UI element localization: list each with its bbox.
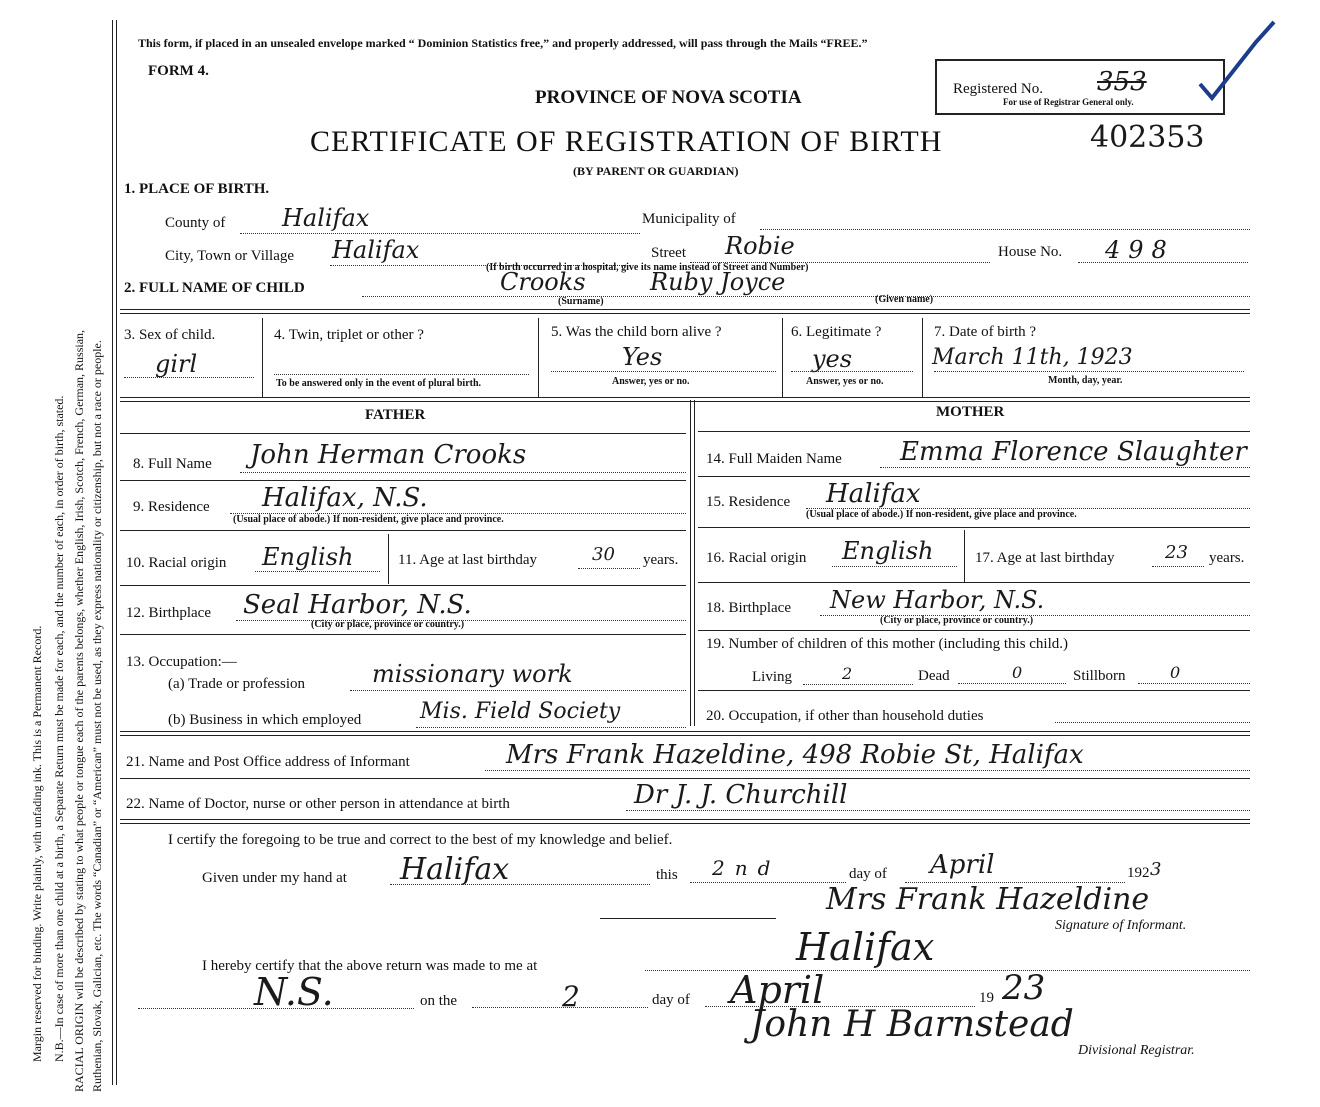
left-border xyxy=(112,20,113,1085)
mother-age-value: 23 xyxy=(1165,542,1188,563)
father-name-value: John Herman Crooks xyxy=(250,440,527,470)
mother-years-label: years. xyxy=(1209,550,1245,566)
mother-residence-value: Halifax xyxy=(826,479,921,509)
mother-name-label: 14. Full Maiden Name xyxy=(706,451,842,467)
mother-age-label: 17. Age at last birthday xyxy=(975,550,1115,566)
mother-residence-note: (Usual place of abode.) If non-resident, give place and province. xyxy=(806,509,1077,520)
certify-statement: I certify the foregoing to be true and correct to the best of my knowledge and belief. xyxy=(168,832,673,848)
child-surname: Crooks xyxy=(500,268,586,296)
legitimate-value: yes xyxy=(812,345,853,373)
father-racial-label: 10. Racial origin xyxy=(126,555,227,571)
county-label: County of xyxy=(165,215,226,231)
street-value: Robie xyxy=(725,232,795,260)
checkmark-icon xyxy=(1196,20,1280,102)
stillborn-label: Stillborn xyxy=(1073,668,1126,684)
dob-label: 7. Date of birth ? xyxy=(934,324,1037,340)
given-day-of-label: day of xyxy=(849,866,887,882)
father-occupation-label: 13. Occupation:— xyxy=(126,654,237,670)
registered-number: 353 xyxy=(1097,67,1147,97)
given-year-prefix: 192 xyxy=(1127,865,1150,881)
margin-note-racial-origin: RACIAL ORIGIN will be described by stating to what people or tongue each of the parents belongs, whether English, Irish, Scotch, French, German, Russian, xyxy=(72,329,86,1092)
registration-day-of-label: day of xyxy=(652,992,690,1008)
mother-birthplace-value: New Harbor, N.S. xyxy=(830,586,1045,614)
doctor-value: Dr J. J. Churchill xyxy=(634,780,848,810)
legitimate-answer-note: Answer, yes or no. xyxy=(806,376,884,387)
on-the-label: on the xyxy=(420,993,458,1009)
registrar-signature: John H Barnstead xyxy=(750,1004,1074,1045)
alive-label: 5. Was the child born alive ? xyxy=(551,324,722,340)
margin-note-racial-origin-cont: Ruthenian, Slovak, Galician, etc. The words “Canadian” or “American” must not be used, as they express nationality or citizenship, but not a race or people. xyxy=(90,340,104,1092)
father-heading: FATHER xyxy=(365,407,426,423)
mother-birthplace-label: 18. Birthplace xyxy=(706,600,791,616)
dead-value: 0 xyxy=(1012,663,1023,682)
registered-note: For use of Registrar General only. xyxy=(1003,97,1134,107)
hospital-note: (If birth occurred in a hospital, give its name instead of Street and Number) xyxy=(486,262,809,273)
living-label: Living xyxy=(752,669,792,685)
alive-value: Yes xyxy=(622,343,663,371)
this-label: this xyxy=(656,867,678,883)
registration-day-value: 2 xyxy=(562,980,580,1013)
surname-note: (Surname) xyxy=(558,296,604,307)
informant-label: 21. Name and Post Office address of Informant xyxy=(126,754,410,770)
father-age-label: 11. Age at last birthday xyxy=(398,552,537,568)
alive-answer-note: Answer, yes or no. xyxy=(612,376,690,387)
registrar-caption: Divisional Registrar. xyxy=(1078,1043,1195,1058)
twin-note: To be answered only in the event of plural birth. xyxy=(276,378,482,389)
living-value: 2 xyxy=(842,664,853,683)
registered-label: Registered No. xyxy=(953,81,1043,97)
given-under-label: Given under my hand at xyxy=(202,870,347,886)
certificate-title: CERTIFICATE OF REGISTRATION OF BIRTH xyxy=(310,125,943,158)
stillborn-value: 0 xyxy=(1170,663,1181,682)
informant-value: Mrs Frank Hazeldine, 498 Robie St, Halifax xyxy=(506,740,1084,770)
county-value: Halifax xyxy=(282,204,370,232)
house-number-value: 498 xyxy=(1105,236,1175,264)
registered-box xyxy=(935,59,1225,115)
form-number: FORM 4. xyxy=(148,63,209,79)
mother-name-value: Emma Florence Slaughter xyxy=(900,437,1247,467)
informant-signature: Mrs Frank Hazeldine xyxy=(826,882,1150,917)
informant-signature-caption: Signature of Informant. xyxy=(1055,918,1187,933)
certificate-number: 402353 xyxy=(1090,120,1205,155)
doctor-label: 22. Name of Doctor, nurse or other person in attendance at birth xyxy=(126,796,510,812)
father-business-label: (b) Business in which employed xyxy=(168,712,362,728)
father-residence-value: Halifax, N.S. xyxy=(262,483,428,513)
registration-month-value: April xyxy=(730,968,825,1012)
father-residence-label: 9. Residence xyxy=(133,499,210,515)
registration-province-value: N.S. xyxy=(254,970,334,1014)
child-name-label: 2. FULL NAME OF CHILD xyxy=(124,280,305,296)
province-heading: PROVINCE OF NOVA SCOTIA xyxy=(535,87,802,108)
registration-year-suffix: 23 xyxy=(1002,968,1046,1008)
father-trade-label: (a) Trade or profession xyxy=(168,676,306,692)
father-trade-value: missionary work xyxy=(372,660,573,688)
dob-value: March 11th, 1923 xyxy=(932,345,1133,370)
municipality-label: Municipality of xyxy=(642,211,736,227)
mother-residence-label: 15. Residence xyxy=(706,494,791,510)
street-label: Street xyxy=(651,245,686,261)
child-given-name: Ruby Joyce xyxy=(650,268,786,296)
city-value: Halifax xyxy=(332,236,420,264)
mother-racial-label: 16. Racial origin xyxy=(706,550,807,566)
margin-note-binding: Margin reserved for binding. Write plainly, with unfading ink. This is a Permanent Record. xyxy=(30,625,44,1062)
certificate-subtitle: (BY PARENT OR GUARDIAN) xyxy=(573,164,739,178)
registration-year-prefix: 19 xyxy=(979,990,994,1006)
father-age-value: 30 xyxy=(592,544,615,565)
father-birthplace-label: 12. Birthplace xyxy=(126,605,211,621)
mother-occupation-label: 20. Occupation, if other than household duties xyxy=(706,708,984,724)
mother-racial-value: English xyxy=(842,537,934,565)
father-birthplace-note: (City or place, province or country.) xyxy=(311,619,465,630)
given-place-value: Halifax xyxy=(400,852,510,887)
mother-birthplace-note: (City or place, province or country.) xyxy=(880,615,1034,626)
registration-place-value: Halifax xyxy=(796,925,935,969)
mother-heading: MOTHER xyxy=(936,404,1005,420)
left-border-inner xyxy=(116,20,117,1085)
sex-value: girl xyxy=(155,350,198,378)
twin-label: 4. Twin, triplet or other ? xyxy=(274,327,424,343)
mother-children-label: 19. Number of children of this mother (including this child.) xyxy=(706,636,1069,652)
legitimate-label: 6. Legitimate ? xyxy=(791,324,882,340)
dead-label: Dead xyxy=(918,668,950,684)
father-racial-value: English xyxy=(262,543,354,571)
sex-label: 3. Sex of child. xyxy=(124,327,216,343)
father-name-label: 8. Full Name xyxy=(133,456,212,472)
postal-notice: This form, if placed in an unsealed envelope marked “ Dominion Statistics free,” and properly addressed, will pass through the Mails “FREE.” xyxy=(138,36,868,50)
given-name-note: (Given name) xyxy=(875,294,934,305)
father-business-value: Mis. Field Society xyxy=(420,699,621,724)
house-number-label: House No. xyxy=(998,244,1063,260)
hereby-certify-label: I hereby certify that the above return was made to me at xyxy=(202,958,538,974)
given-day-value: 2nd xyxy=(712,856,781,880)
father-years-label: years. xyxy=(643,552,679,568)
given-month-value: April xyxy=(930,850,995,880)
dob-note: Month, day, year. xyxy=(1048,375,1123,386)
city-label: City, Town or Village xyxy=(165,248,295,264)
margin-note-plural-births: N.B.—In case of more than one child at a birth, a Separate Return must be made for each, and the number of each, in order of birth, stated. xyxy=(52,395,66,1062)
place-of-birth-heading: 1. PLACE OF BIRTH. xyxy=(124,181,270,197)
father-birthplace-value: Seal Harbor, N.S. xyxy=(243,590,472,620)
section-divider xyxy=(120,309,1250,314)
given-year-suffix: 3 xyxy=(1150,859,1162,880)
father-residence-note: (Usual place of abode.) If non-resident, give place and province. xyxy=(233,514,504,525)
